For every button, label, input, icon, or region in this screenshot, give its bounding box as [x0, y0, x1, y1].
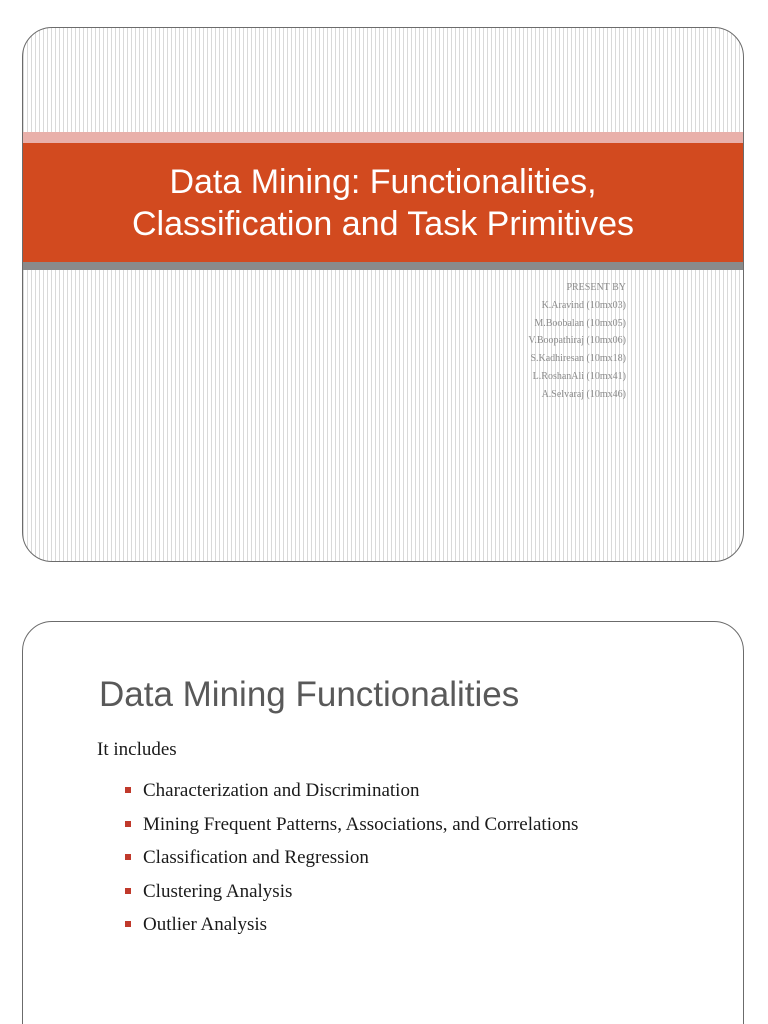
- square-bullet-icon: [125, 854, 131, 860]
- presenter-name: V.Boopathiraj (10mx06): [528, 335, 626, 347]
- list-item: [125, 875, 578, 909]
- list-item: [125, 908, 578, 942]
- list-item-text: Clustering Analysis: [143, 880, 293, 902]
- presenter-name: L.RoshanAli (10mx41): [532, 370, 626, 382]
- functionality-list: [125, 774, 578, 942]
- title-band: [23, 143, 743, 262]
- presented-by-label: PRESENT BY: [566, 282, 626, 293]
- square-bullet-icon: [125, 821, 131, 827]
- presenter-name: K.Aravind (10mx03): [541, 299, 626, 311]
- title-band-accent: [23, 132, 743, 143]
- list-item: [125, 774, 578, 808]
- list-item-text: Classification and Regression: [143, 847, 369, 868]
- presenter-name: A.Selvaraj (10mx46): [541, 388, 626, 400]
- presenter-name: M.Boobalan (10mx05): [534, 317, 626, 329]
- list-item: [125, 808, 578, 842]
- presenter-name: S.Kadhiresan (10mx18): [530, 353, 626, 365]
- slide-title: [23, 161, 743, 245]
- slide-title-line-1: Data Mining: Functionalities,: [169, 162, 597, 201]
- slide-heading: Data Mining Functionalities: [99, 675, 520, 714]
- square-bullet-icon: [125, 787, 131, 793]
- slide-title-line-2: Classification and Task Primitives: [132, 204, 634, 243]
- title-band-divider: [23, 262, 743, 270]
- title-slide: [22, 27, 744, 562]
- list-item: [125, 841, 578, 875]
- slide-intro: It includes: [97, 739, 177, 760]
- list-item-text: Outlier Analysis: [143, 914, 268, 935]
- list-item-text: Mining Frequent Patterns, Associations, and Correlations: [143, 813, 579, 835]
- square-bullet-icon: [125, 888, 131, 894]
- presenter-list: [528, 279, 626, 404]
- list-item-text: Characterization and Discrimination: [143, 780, 420, 801]
- square-bullet-icon: [125, 921, 131, 927]
- content-slide: [22, 621, 744, 1024]
